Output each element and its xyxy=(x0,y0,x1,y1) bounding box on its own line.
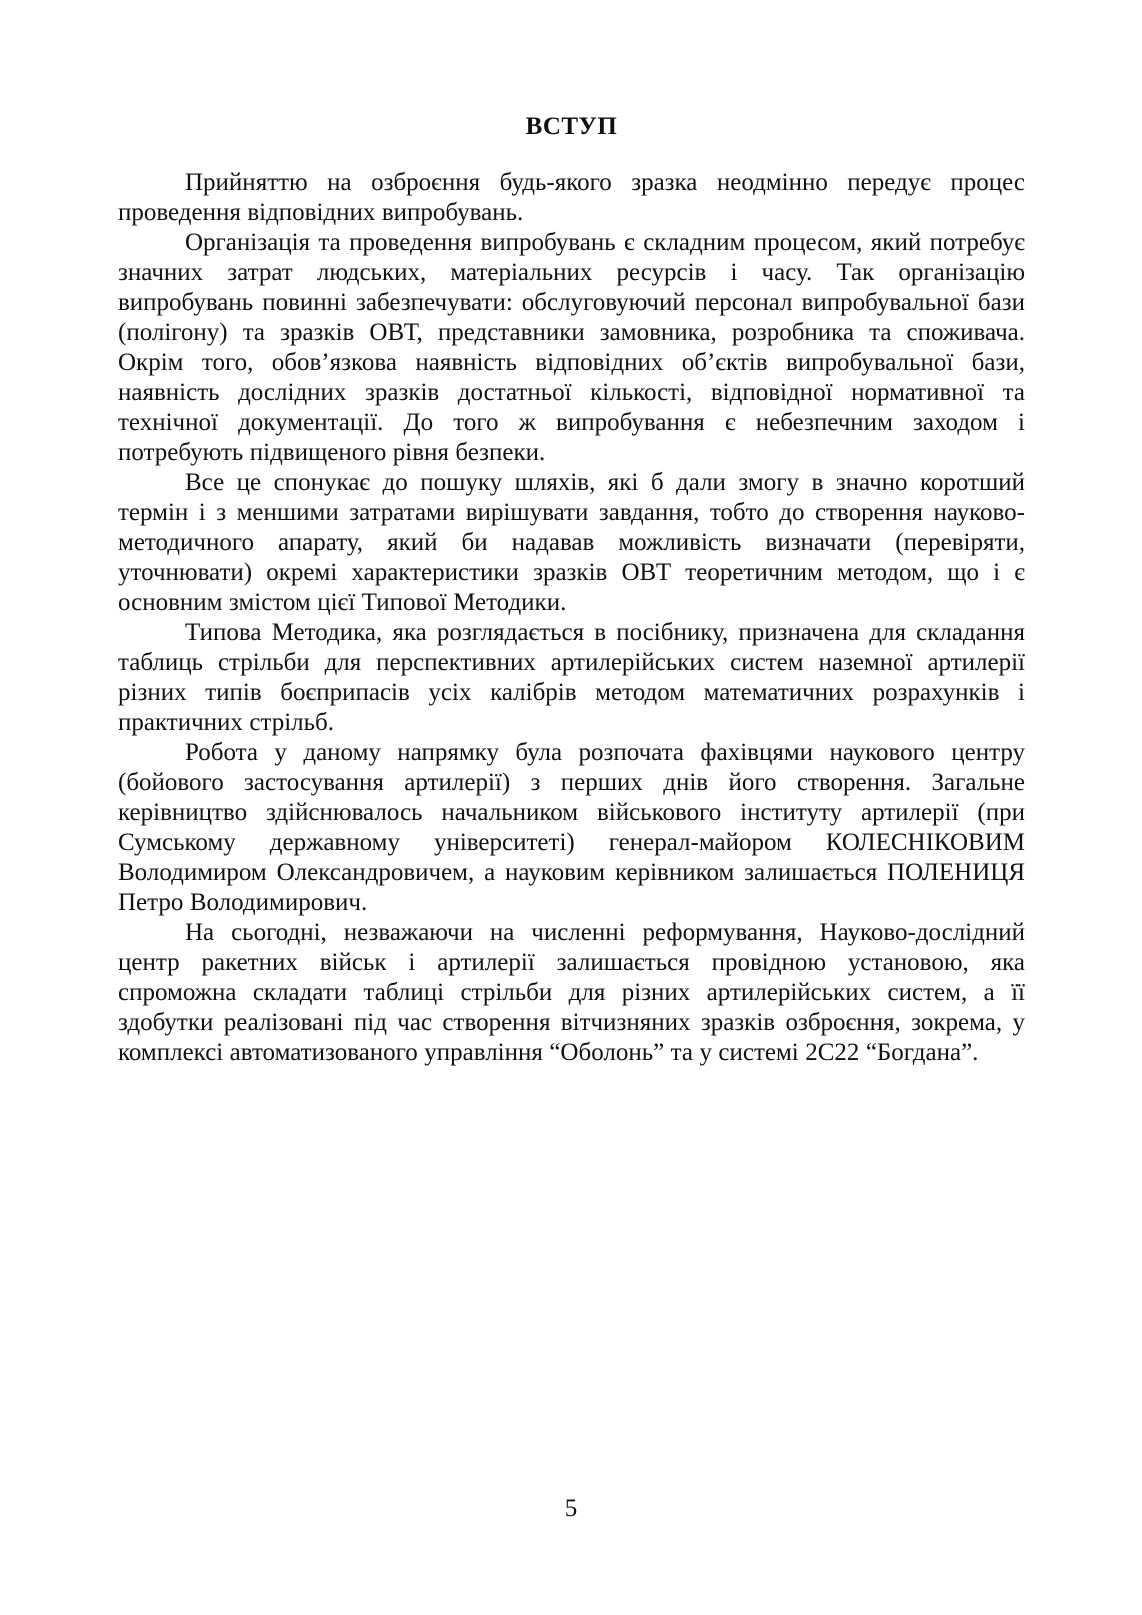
page-content xyxy=(118,0,1025,1068)
paragraph-4: Типова Методика, яка розглядається в посібнику, призначена для складання таблиць стрільби для перспективних артилерійських систем наземної артилерії різних типів боєприпасів усіх калібрів методом математичних розрахунків і практичних стрільб. xyxy=(118,619,1025,736)
paragraph-2: Організація та проведення випробувань є складним процесом, який потребує значних затрат людських, матеріальних ресурсів і часу. Так організацію випробувань повинні забезпечувати: обслуговуючий персонал випробувальної бази (полігону) та зразків ОВТ, представники замовника, розробника та споживача. Окрім того, обов’язкова наявність відповідних об’єктів випробувальної бази, наявність дослідних зразків достатньої кількості, відповідної нормативної та технічної документації. До того ж випробування є небезпечним заходом і потребують підвищеного рівня безпеки. xyxy=(118,229,1025,466)
paragraph-3: Все це спонукає до пошуку шляхів, які б дали змогу в значно коротший термін і з меншими затратами вирішувати завдання, тобто до створення науково-методичного апарату, який би надавав можливість визначати (перевіряти, уточнювати) окремі характеристики зразків ОВТ теоретичним методом, що і є основним змістом цієї Типової Методики. xyxy=(118,469,1025,616)
page-number: 5 xyxy=(564,1495,578,1522)
page-title: ВСТУП xyxy=(525,113,618,140)
paragraph-5: Робота у даному напрямку була розпочата фахівцями наукового центру (бойового застосування артилерії) з перших днів його створення. Загальне керівництво здійснювалось начальником військового інституту артилерії (при Сумському державному університеті) генерал-майором КОЛЕСНІКОВИМ Володимиром Олександровичем, а науковим керівником залишається ПОЛЕНИЦЯ Петро Володимирович. xyxy=(118,739,1025,916)
body-text xyxy=(118,168,1025,1068)
paragraph-1: Прийняттю на озброєння будь-якого зразка неодмінно передує процес проведення відповідних випробувань. xyxy=(118,169,1025,226)
paragraph-6: На сьогодні, незважаючи на численні реформування, Науково-дослідний центр ракетних військ і артилерії залишається провідною установою, яка спроможна складати таблиці стрільби для різних артилерійських систем, а її здобутки реалізовані під час створення вітчизняних зразків озброєння, зокрема, у комплексі автоматизованого управління “Оболонь” та у системі 2С22 “Богдана”. xyxy=(118,919,1025,1066)
